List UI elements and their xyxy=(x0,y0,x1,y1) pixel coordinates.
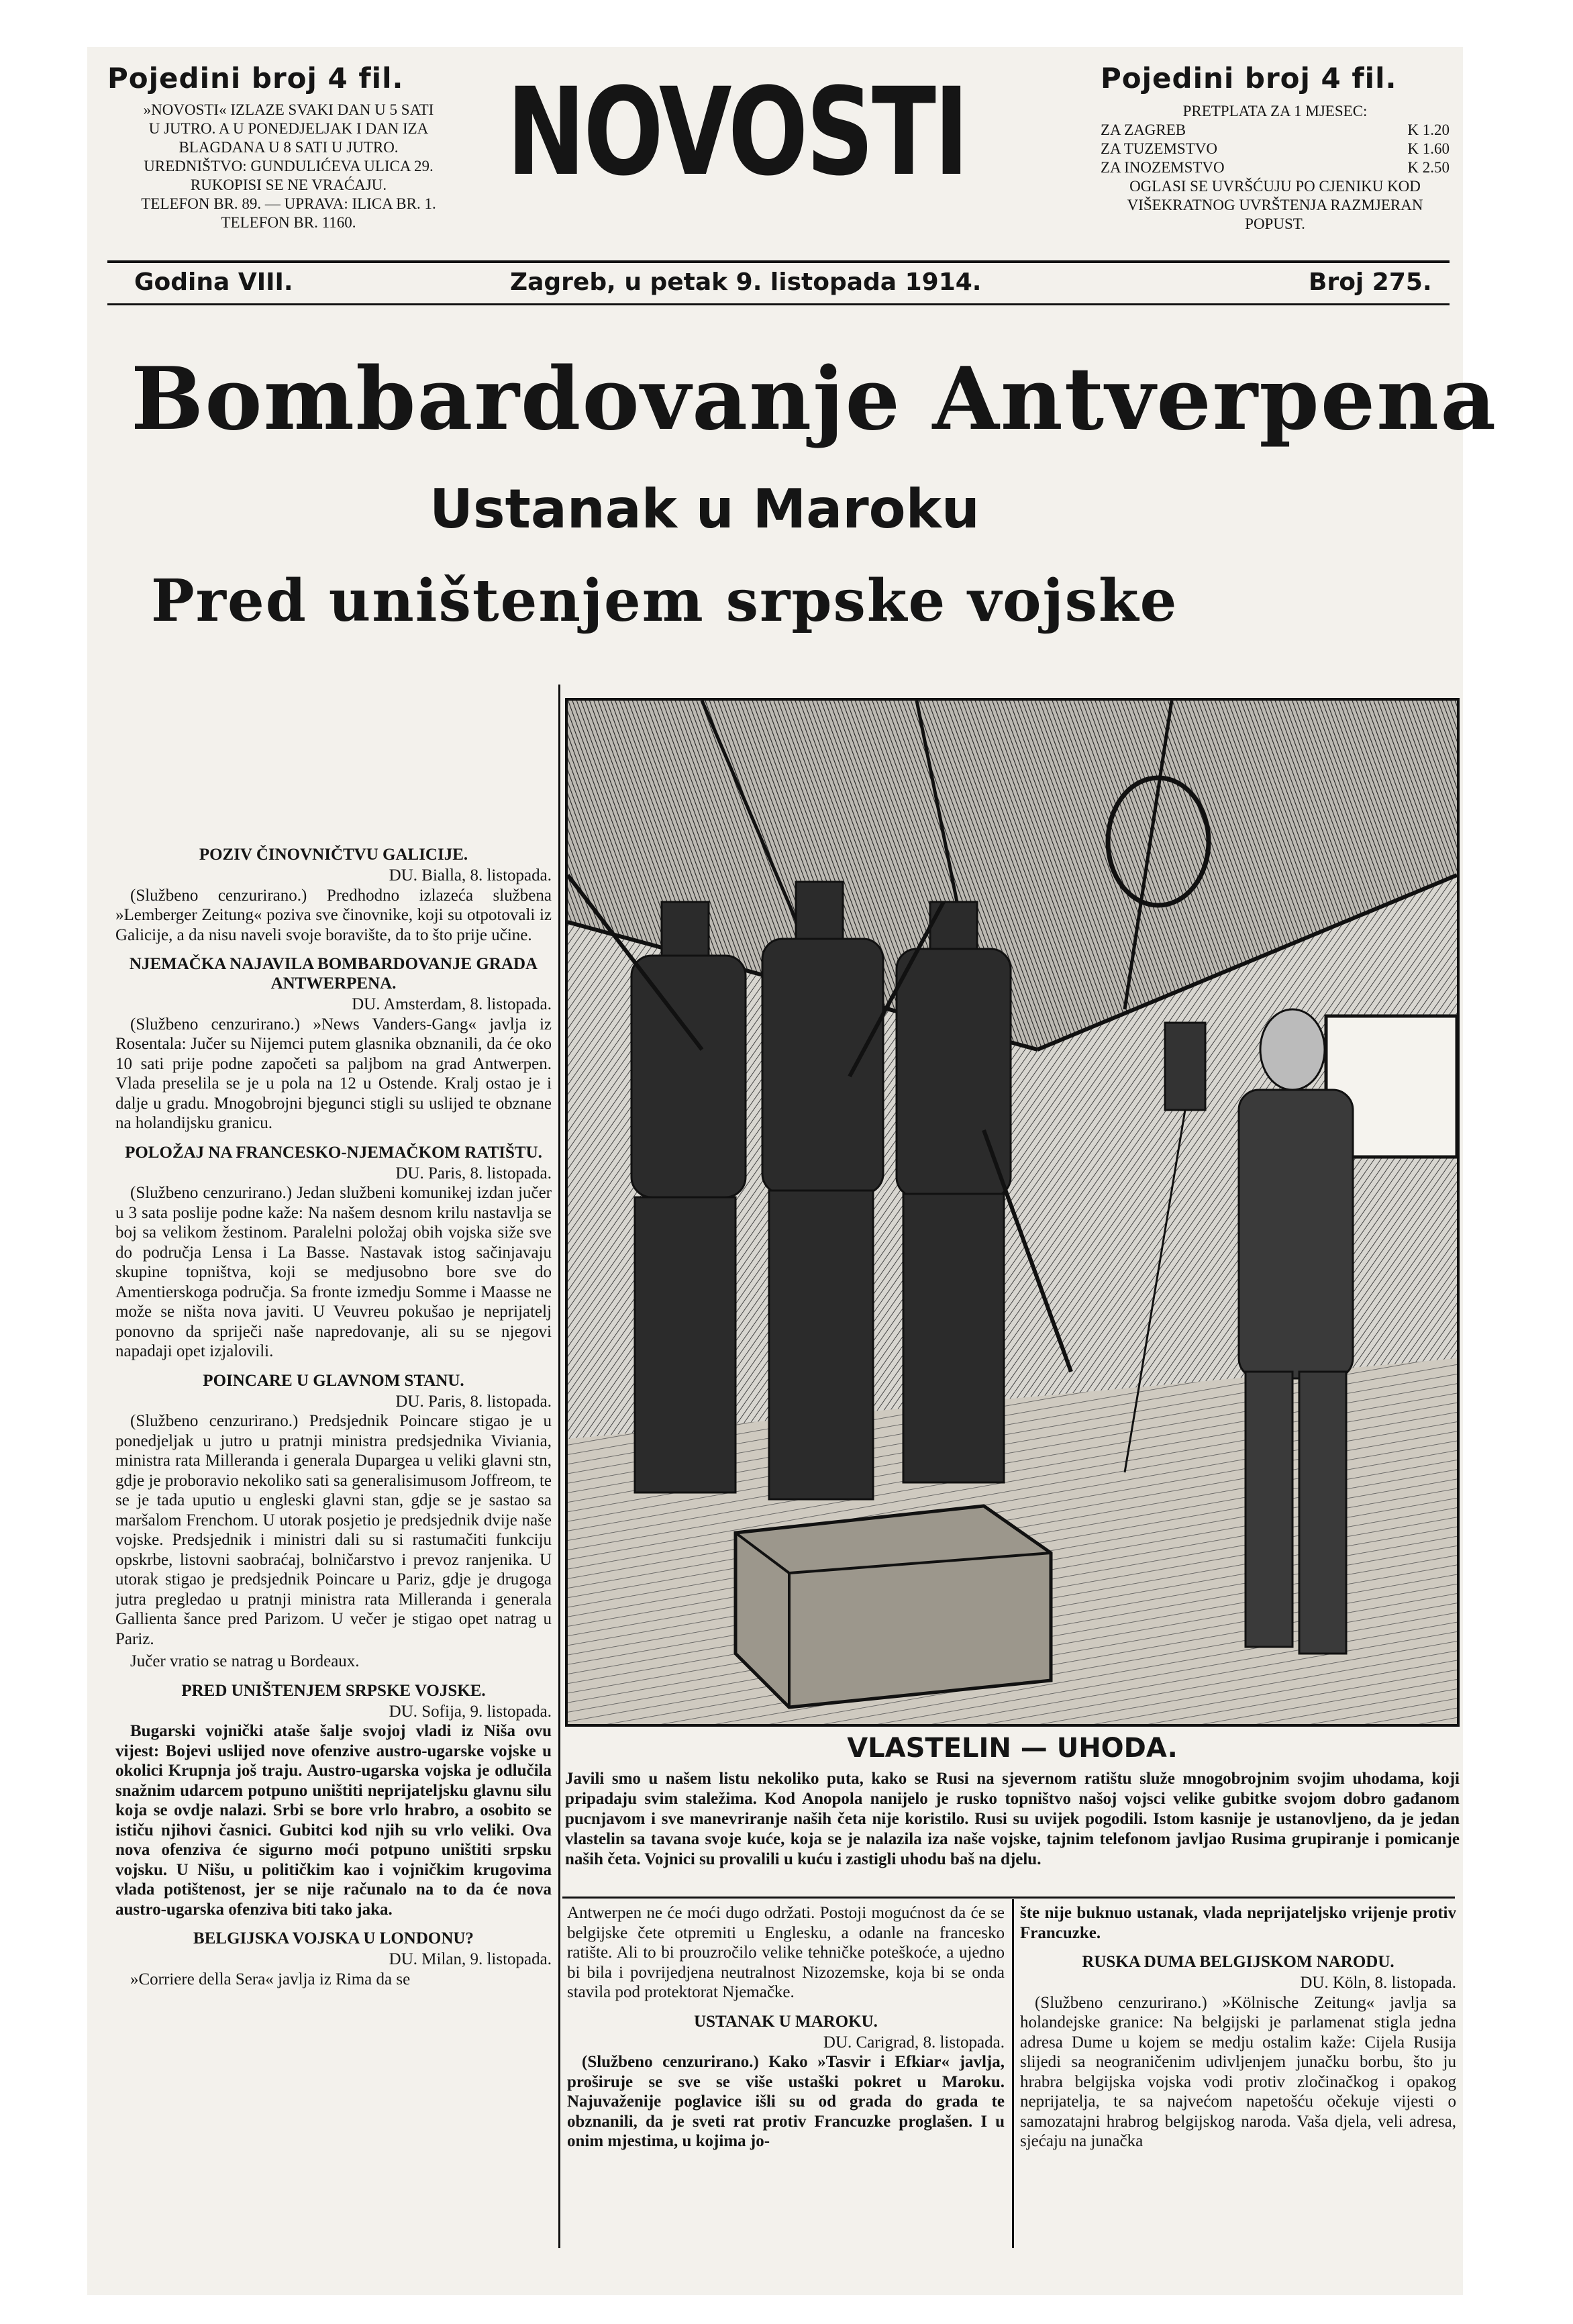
issue-label: Broj 275. xyxy=(1309,268,1432,296)
article-heading: NJEMAČKA NAJAVILA BOMBARDOVANJE GRADA ANTWERPENA. xyxy=(129,955,538,993)
article-dateline: DU. Carigrad, 8. listopada. xyxy=(823,2033,1005,2052)
top-rule xyxy=(107,260,1450,263)
info-line: RUKOPISI SE NE VRAĆAJU. xyxy=(190,176,387,193)
soldiers xyxy=(631,882,1011,1499)
caption-title: VLASTELIN — UHODA. xyxy=(847,1733,1178,1764)
article-body: (Službeno cenzurirano.) Predhodno izlazeća službena »Lemberger Zeitung« poziva sve činovnike, koji su otpotovali iz Galicije, a da nisu naveli svoje boravište, da to što prije učine. xyxy=(115,886,552,944)
article-body: (Službeno cenzurirano.) Kako »Tasvir i Efkiar« javlja, proširuje se sve se više ustaški pokret u Maroku. Najuvaženije poglavice išli su od grada do grada te obznanili, da je sveti rat protiv Francuzke proglašen. I u onim mjestima, u kojima jo- xyxy=(567,2053,1005,2150)
article-dateline: DU. Köln, 8. listopada. xyxy=(1300,1974,1456,1992)
article-heading: RUSKA DUMA BELGIJSKOM NARODU. xyxy=(1082,1953,1394,1971)
article-heading: POLOŽAJ NA FRANCESKO-NJEMAČKOM RATIŠTU. xyxy=(125,1143,542,1162)
article-body: (Službeno cenzurirano.) »News Vanders-Gang« javlja iz Rosentala: Jučer su Nijemci putem glasnika obznanili, da će oko 10 sati prije podne započeti sa paljbom na grad Antwerpen. Vlada preselila se je u pola na 12 u Ostende. Kralj ostao je i dalje u gradu. Mnogobrojni bjegunci stigli su uslijed te obznane na holandijsku granicu. xyxy=(115,1015,552,1132)
article-dateline: DU. Amsterdam, 8. listopada. xyxy=(352,995,552,1013)
subscription-value: K 2.50 xyxy=(1407,159,1450,176)
caption-text: Javili smo u našem listu nekoliko puta, kako se Rusi na sjevernom ratištu služe mnogobrojnim svojim uhodama, koji pripadaju svim staležima. Kod Anopola nanijelo je rusko topništvo našoj vojsci velike gubitke svojom dobro gađanom pucnjavom i sve manevriranje naših četa nije koristilo. Rusi su uvijek pogodili. Istom kasnije je ustanovljeno, da je jedan vlastelin sa tavana svoje kuće, koja se je nalazila iza naše vojske, tajnim telefonom javljao Rusima grupiranje i pomicanje naših četa. Vojnici su provalili u kuću i zastigli uhodu baš na djelu. xyxy=(565,1770,1460,1868)
article-dateline: DU. Sofija, 9. listopada. xyxy=(389,1702,552,1721)
column-middle xyxy=(567,1903,1005,2239)
info-line: »NOVOSTI« IZLAZE SVAKI DAN U 5 SATI xyxy=(143,101,434,118)
column-right xyxy=(1020,1903,1456,2239)
article-dateline: DU. Paris, 8. listopada. xyxy=(395,1392,552,1411)
masthead-title: NOVOSTI xyxy=(507,62,967,203)
price-right: Pojedini broj 4 fil. xyxy=(1101,62,1397,95)
article-dateline: DU. Bialla, 8. listopada. xyxy=(389,866,552,885)
info-line: U JUTRO. A U PONEDJELJAK I DAN IZA xyxy=(148,120,429,137)
article-dateline: DU. Milan, 9. listopada. xyxy=(389,1950,552,1968)
article-heading: PRED UNIŠTENJEM SRPSKE VOJSKE. xyxy=(181,1681,486,1700)
subscription-label: ZA TUZEMSTVO xyxy=(1101,140,1217,157)
article-heading: POZIV ČINOVNIČTVU GALICIJE. xyxy=(199,846,468,864)
article-heading: POINCARE U GLAVNOM STANU. xyxy=(203,1371,464,1390)
column-rule-2 xyxy=(1012,1899,1014,2248)
article-body: Bugarski vojnički ataše šalje svojoj vladi iz Niša ovu vijest: Bojevi uslijed nove ofenzive austro-ugarske vojske u okolici Krupnja još traju. Austro-ugarska vojska je odlučila snažnim udarcem potpuno uništiti neprijateljsku glavnu silu koja se ovdje nalazi. Srbi se bore vrlo hrabro, a osobito se ističu njihovi časnici. Gubitci kod njih su vrlo veliki. Ova nova ofenziva će sigurno moći potpuno uništiti srpsku vojsku. U Nišu, u političkim kao i vojničkim krugovima vlada potištenost, jer se nije računalo na to da će nova austro-ugarska ofenziva biti tako jaka. xyxy=(115,1722,552,1919)
subscription-row xyxy=(1101,121,1450,140)
subscription-title: PRETPLATA ZA 1 MJESEC: xyxy=(1182,103,1368,119)
subscription-label: ZA ZAGREB xyxy=(1101,121,1186,138)
info-line: TELEFON BR. 1160. xyxy=(221,214,356,231)
headline-main: Bombardovanje Antverpena xyxy=(131,349,1498,450)
column-rule-1 xyxy=(558,685,560,2248)
article-body: (Službeno cenzurirano.) Predsjednik Poincare stigao je u ponedjeljak u jutro u pratnji ministra predsjednika Viviania, ministra rata Millerandа i generala Dupargea u veliki glavni stn, gdje je proboravio nekoliko sati sa generalisimusom Joffreom, te se je tada uputio u engleski glavni stan, gdje se je sastao sa maršalom Frenchom. U utorak posjetio je predsjednik dvije naše vojske. Predsjednik i ministri dali su si rastumačiti funkciju opskrbe, listovni saobraćaj, bolničarstvo i prevoz ranjenika. U utorak stigao je predsjednik Poincare u Pariz, gdje je drugoga jutra pregledao u pratnji ministra rata Milleranda i generala Gallienta šance pred Parizom. U večer je stigao opet natrag u Pariz. xyxy=(115,1412,552,1648)
info-line: BLAGDANA U 8 SATI U JUTRO. xyxy=(179,139,399,156)
caption-bottom-rule xyxy=(562,1897,1455,1899)
publication-info xyxy=(101,101,476,232)
headline-second: Ustanak u Maroku xyxy=(429,478,980,540)
telephone-box xyxy=(1165,1023,1205,1110)
subscription-value: K 1.60 xyxy=(1407,140,1450,157)
subscription-note: OGLASI SE UVRŠĆUJU PO CJENIKU KOD VIŠEKRATNOG UVRŠTENJA RAZMJERAN POPUST. xyxy=(1127,178,1423,232)
info-line: UREDNIŠTVO: GUNDULIĆEVA ULICA 29. xyxy=(144,158,434,174)
headline-third: Pred uništenjem srpske vojske xyxy=(151,567,1178,635)
column-left xyxy=(115,836,552,2245)
subscription-box xyxy=(1101,102,1450,234)
article-body: (Službeno cenzurirano.) Jedan službeni komunikej izdan jučer u 3 sata poslije podne kaže: Na našem desnom krilu nastavlja se boj sa velikom žestinom. Paralelni položaj obih vojska siže sve do područja Lensa i La Basse. Nastavak istog sačinjavaju skupine topništva, koji se medjusobno bore sve do Amentierskoga područja. Sa fronte izmedju Somme i Maasse ne može se ništa nova javiti. U Veuvreu pokušao je neprijatelj ponovno da spriječi naše napredovanje, ali su se njegovi napadaji opet izjalovili. xyxy=(115,1184,552,1360)
article-body: Jučer vratio se natrag u Bordeaux. xyxy=(130,1652,360,1670)
article-heading: USTANAK U MAROKU. xyxy=(694,2012,878,2031)
subscription-row xyxy=(1101,158,1450,177)
subscription-row xyxy=(1101,140,1450,158)
dateline-rule xyxy=(107,303,1450,305)
wooden-crate xyxy=(735,1506,1051,1707)
illustration-engraving xyxy=(565,698,1460,1727)
year-label: Godina VIII. xyxy=(134,268,293,296)
subscription-value: K 1.20 xyxy=(1407,121,1450,138)
article-body: (Službeno cenzurirano.) »Kölnische Zeitung« javlja sa holandejske granice: Na belgijski je parlamenat stigla jedna adresa Dume u kojem se medju ostalim kaže: Cijela Rusija slijedi sa neograničenim udivljenjem junačku borbu, što ju hrabra belgijska vojska vodi protiv zločinačkog i opakog neprijatelja, te sa najvećom napetošću očekuje vijesti o samozatajni hrabrog belgijskog naroda. Vaša djela, veli adresa, sjećaju na junačka xyxy=(1020,1993,1456,2150)
subscription-label: ZA INOZEMSTVO xyxy=(1101,159,1225,176)
article-dateline: DU. Paris, 8. listopada. xyxy=(395,1164,552,1182)
engraving-drawing xyxy=(568,701,1457,1724)
price-left: Pojedini broj 4 fil. xyxy=(107,62,404,95)
article-body: šte nije buknuo ustanak, vlada neprijateljsko vrijenje protiv Francuzke. xyxy=(1020,1904,1456,1942)
info-line: TELEFON BR. 89. — UPRAVA: ILICA BR. 1. xyxy=(141,195,436,212)
article-heading: BELGIJSKA VOJSKA U LONDONU? xyxy=(193,1929,474,1948)
article-body: »Corriere della Sera« javlja iz Rima da se xyxy=(130,1970,411,1988)
article-body: Antwerpen ne će moći dugo održati. Postoji mogućnost da će se belgijske čete otpremiti u Englesku, a odanle na francesko ratište. Ali to bi prouzročilo velike tehničke poteškoće, a ujedno bi bila i povrijedjena neutralnost Nizozemske, koja bi se onda stavila pod protektorat Njemačke. xyxy=(567,1904,1005,2001)
date-label: Zagreb, u petak 9. listopada 1914. xyxy=(510,268,982,296)
